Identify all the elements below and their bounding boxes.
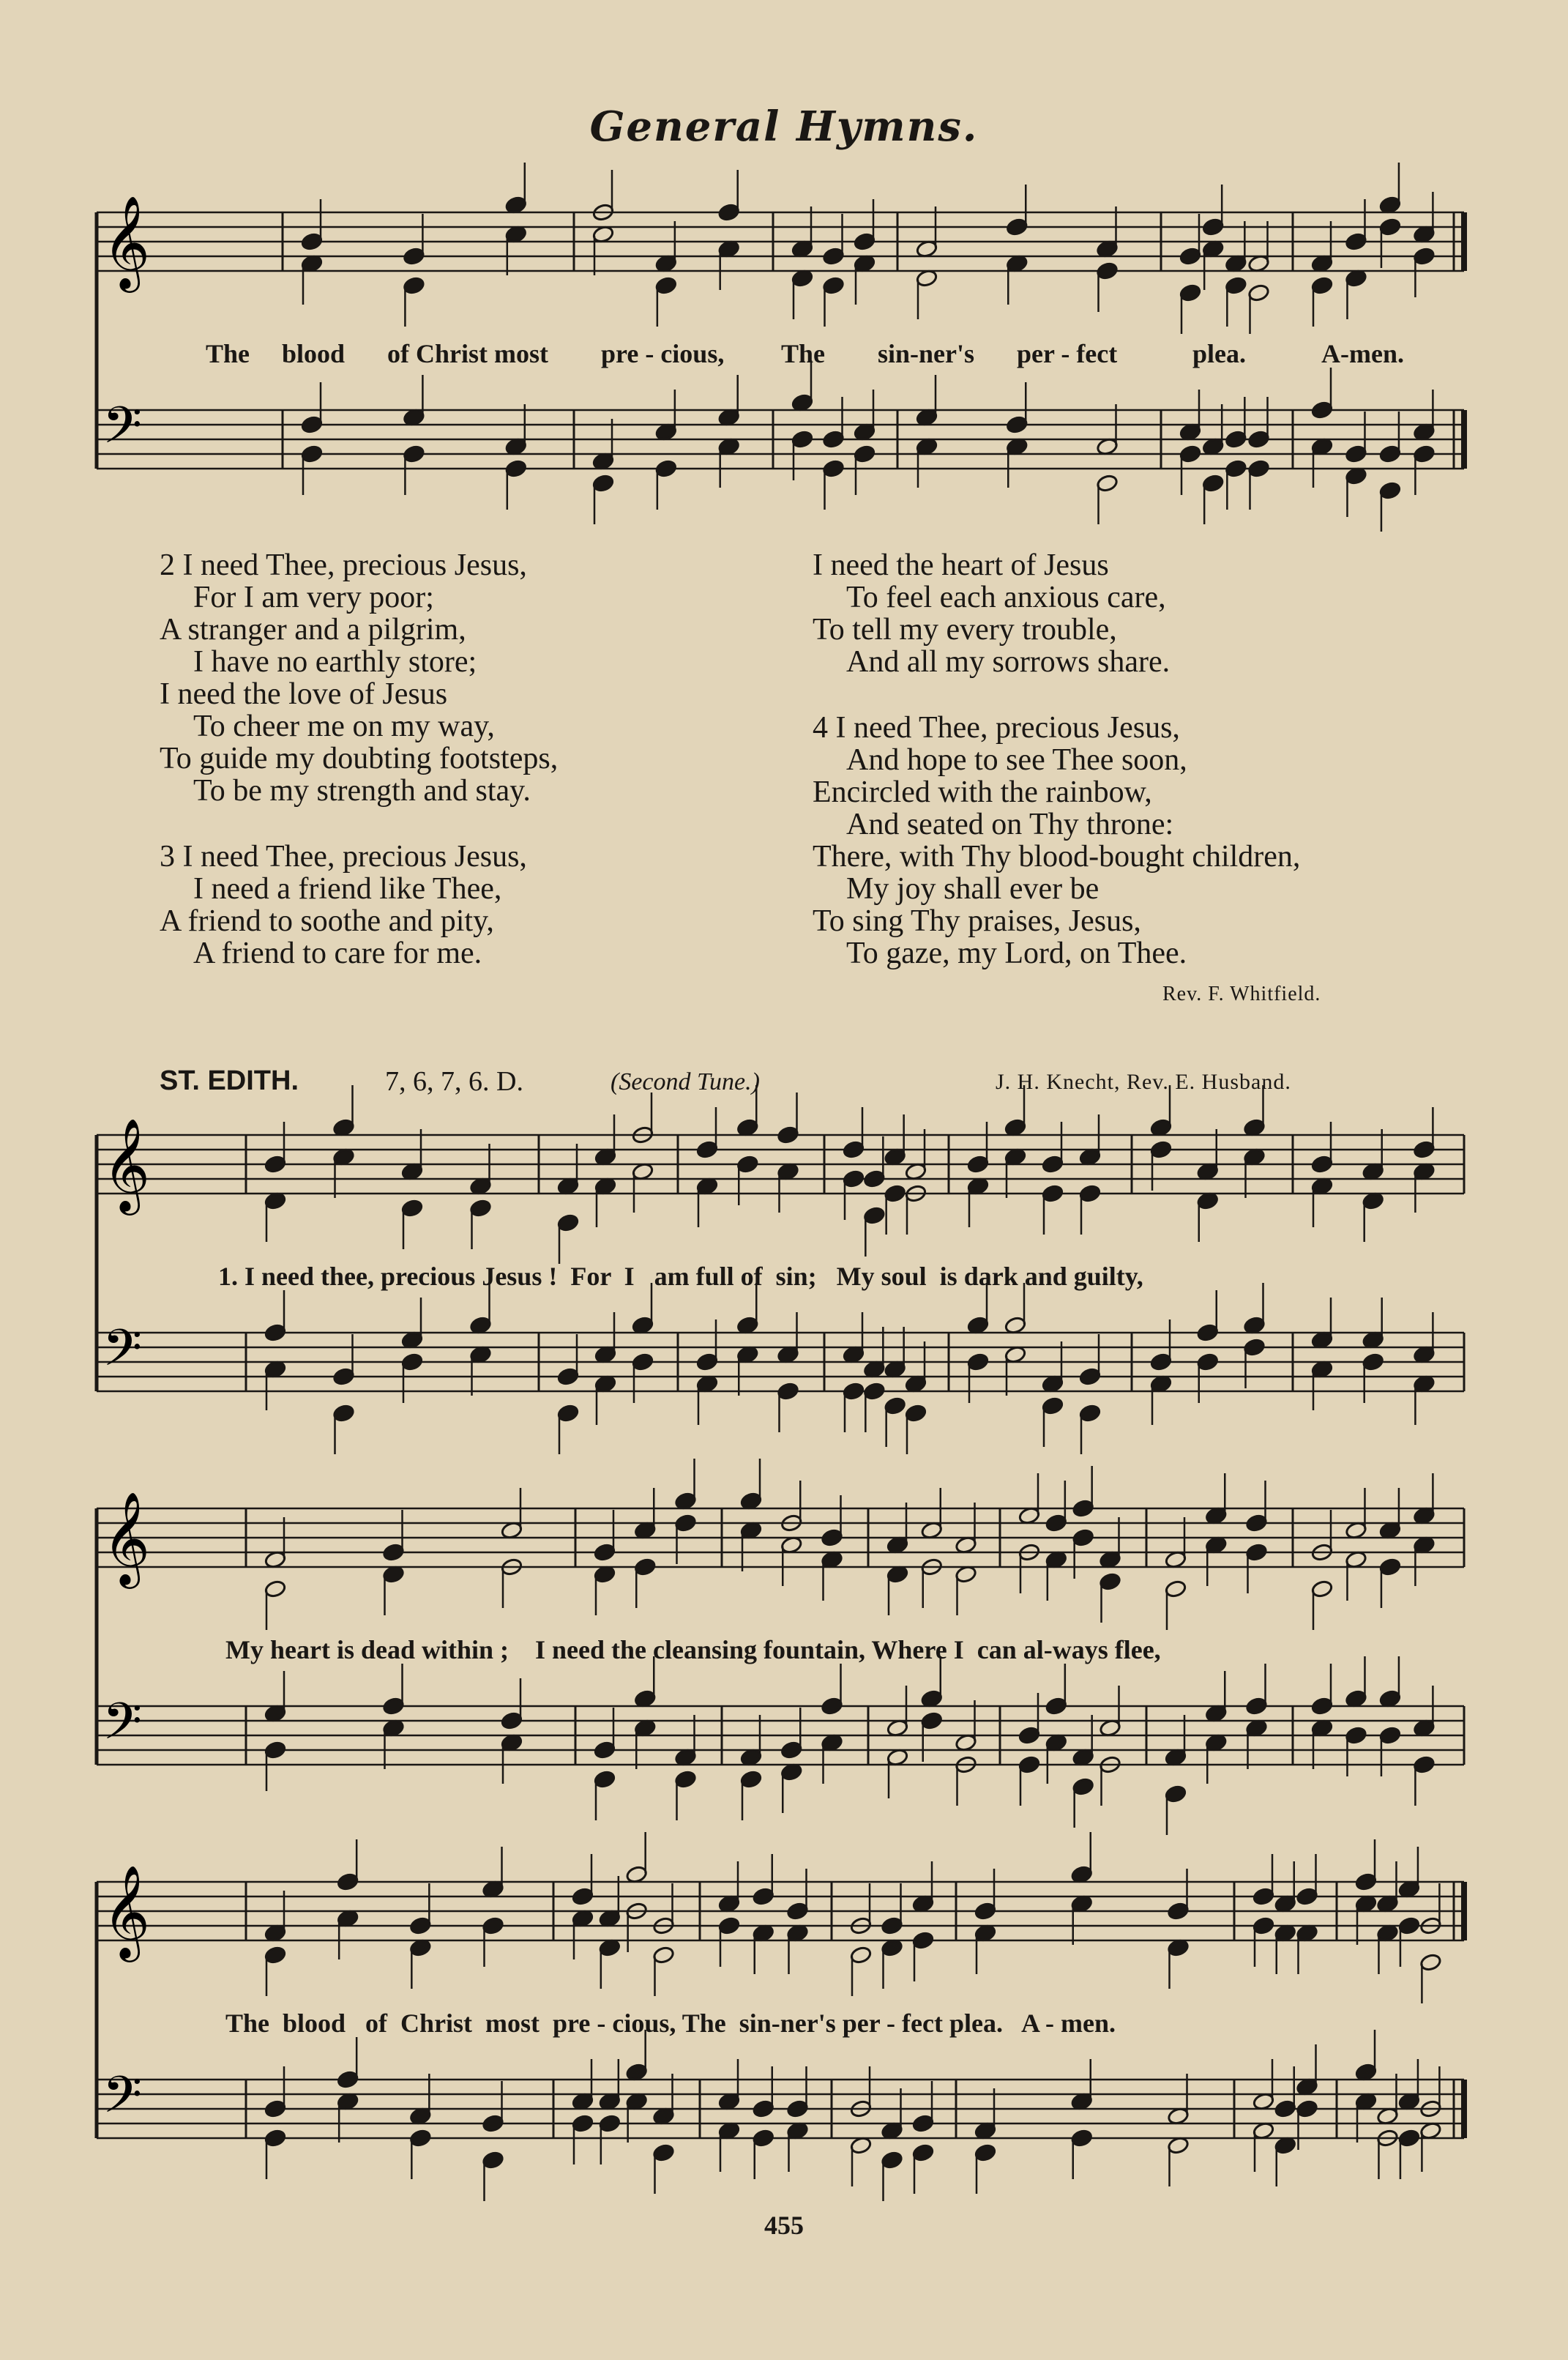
verses-left-column	[160, 549, 818, 1003]
note-head	[301, 444, 324, 464]
bass-clef-icon: 𝄢	[102, 2065, 143, 2137]
note-head	[655, 276, 678, 295]
note-head	[752, 1887, 774, 1906]
note-head	[780, 1741, 803, 1760]
lyric-word: plea.	[1192, 339, 1247, 368]
verse-line: To be my strength and stay.	[193, 774, 531, 808]
note-head	[863, 1382, 886, 1401]
note-head	[1042, 1396, 1064, 1415]
stanza-2-cont	[813, 549, 1471, 678]
note-head	[1018, 1726, 1041, 1745]
lyric-word: The	[781, 339, 826, 368]
note-head	[1079, 1367, 1102, 1386]
note-head	[652, 2143, 675, 2162]
tune-composers: J. H. Knecht, Rev. E. Husband.	[996, 1070, 1291, 1094]
note-head	[843, 1140, 865, 1159]
verse-line: To tell my every trouble,	[813, 613, 1117, 647]
verse-line: I need the love of Jesus	[160, 677, 448, 711]
note-head	[403, 444, 425, 464]
note-head	[740, 1770, 763, 1789]
verse-line: To guide my doubting footsteps,	[160, 742, 559, 775]
note-head	[264, 2129, 287, 2148]
note-head	[1345, 444, 1367, 464]
note-head	[1311, 1697, 1334, 1716]
hymn-author-credit: Rev. F. Whitfield.	[1162, 983, 1321, 1005]
note-head	[1311, 401, 1334, 420]
second-tune-system-3	[92, 1853, 1468, 2204]
note-head	[674, 1770, 697, 1789]
note-head	[403, 247, 425, 266]
note-head	[854, 444, 876, 464]
note-head	[1202, 217, 1225, 237]
tune-name: ST. EDITH.	[160, 1065, 299, 1096]
note-head	[1150, 1140, 1173, 1159]
note-head	[1179, 283, 1202, 302]
note-head	[854, 232, 876, 251]
note-head	[974, 2143, 997, 2162]
note-head	[572, 1887, 594, 1906]
tune-header	[160, 1065, 1419, 1102]
note-head	[301, 415, 324, 434]
verse-line: 4 I need Thee, precious Jesus,	[813, 711, 1180, 745]
note-head	[696, 1352, 719, 1371]
note-head	[736, 1155, 759, 1174]
note-head	[1379, 444, 1402, 464]
note-head	[912, 2114, 935, 2133]
note-head	[752, 2099, 774, 2118]
note-head	[332, 1367, 355, 1386]
page-number: 455	[764, 2211, 804, 2240]
verse-line: There, with Thy blood-bought children,	[813, 840, 1301, 874]
note-head	[382, 1697, 405, 1716]
note-head	[1345, 1726, 1367, 1745]
note-head	[1042, 1155, 1064, 1174]
note-head	[786, 1902, 809, 1921]
note-head	[1398, 2129, 1421, 2148]
note-head	[1072, 1777, 1094, 1796]
note-head	[1006, 415, 1028, 434]
second-tune-lyric-line: The blood of Christ most pre - cious, The sin-ner's per - fect plea. A - men.	[225, 2009, 1116, 2038]
note-head	[1042, 1184, 1064, 1203]
note-head	[1225, 276, 1247, 295]
second-tune-lyric-line: My heart is dead within ; I need the cleansing fountain, Where I can al-ways flee,	[225, 1635, 1161, 1664]
note-head	[1419, 1953, 1442, 1972]
note-head	[1413, 444, 1436, 464]
verse-line: My joy shall ever be	[846, 872, 1100, 906]
note-head	[1070, 2129, 1093, 2148]
note-head	[912, 1931, 935, 1950]
verse-line: And hope to see Thee soon,	[846, 743, 1187, 777]
lyric-word: of Christ most	[387, 339, 548, 368]
note-head	[752, 2129, 774, 2148]
lyric-word: The	[206, 339, 250, 368]
verse-line: To cheer me on my way,	[193, 710, 495, 743]
verse-line: 3 I need Thee, precious Jesus,	[160, 840, 527, 874]
lyric-word: A-men.	[1321, 339, 1404, 368]
note-head	[1379, 217, 1402, 237]
note-head	[1202, 474, 1225, 493]
second-tune-system-2	[92, 1479, 1468, 1838]
verse-line: A friend to care for me.	[193, 937, 482, 970]
note-head	[1274, 2099, 1296, 2118]
note-head	[1379, 1557, 1402, 1577]
note-head	[1243, 1338, 1266, 1357]
note-head	[967, 1352, 990, 1371]
note-head	[1362, 1352, 1384, 1371]
note-head	[822, 459, 845, 478]
note-head	[482, 1916, 504, 1935]
note-head	[821, 1528, 843, 1547]
verses-right-column	[813, 549, 1471, 1003]
note-head	[881, 2151, 903, 2170]
note-head	[843, 1169, 865, 1188]
note-head	[337, 2070, 359, 2089]
note-head	[1150, 1352, 1173, 1371]
note-head	[1006, 217, 1028, 237]
note-head	[264, 1741, 287, 1760]
note-head	[822, 430, 845, 449]
note-head	[301, 232, 324, 251]
treble-clef-icon: 𝄞	[102, 195, 151, 289]
note-head	[1225, 459, 1247, 478]
note-head	[403, 276, 425, 295]
verse-line: I need a friend like Thee,	[193, 872, 502, 906]
note-head	[557, 1213, 580, 1232]
note-head	[557, 1367, 580, 1386]
note-head	[482, 2151, 504, 2170]
second-tune-lyric-line: 1. I need thee, precious Jesus ! For I am full of sin; My soul is dark and guilty,	[218, 1262, 1143, 1291]
note-head	[1311, 1155, 1334, 1174]
note-head	[1345, 232, 1367, 251]
note-head	[594, 1543, 616, 1562]
note-head	[1165, 1579, 1187, 1598]
bass-clef-icon: 𝄢	[102, 1691, 143, 1763]
note-head	[572, 2114, 594, 2133]
lyric-word: per - fect	[1017, 339, 1118, 368]
note-head	[884, 1184, 906, 1203]
note-head	[1247, 430, 1270, 449]
second-tune-system-1	[92, 1106, 1468, 1464]
note-head	[967, 1155, 990, 1174]
note-head	[1413, 1755, 1436, 1774]
note-head	[777, 1125, 799, 1144]
lyric-word: pre - cious,	[601, 339, 725, 368]
verse-line: To sing Thy praises, Jesus,	[813, 904, 1141, 938]
note-head	[264, 1155, 287, 1174]
note-head	[777, 1382, 799, 1401]
note-head	[1072, 1499, 1094, 1518]
note-head	[1296, 2099, 1318, 2118]
note-head	[401, 1199, 424, 1218]
note-head	[337, 1872, 359, 1891]
note-head	[863, 1206, 886, 1225]
note-head	[1079, 1184, 1102, 1203]
note-head	[1252, 1887, 1275, 1906]
note-head	[1179, 444, 1202, 464]
treble-clef-icon: 𝄞	[102, 1491, 151, 1585]
treble-clef-icon: 𝄞	[102, 1864, 151, 1958]
note-head	[1196, 1352, 1219, 1371]
note-head	[1196, 1323, 1219, 1342]
note-head	[1096, 261, 1119, 280]
note-head	[822, 247, 845, 266]
note-head	[1099, 1572, 1121, 1591]
note-head	[264, 1323, 287, 1342]
verse-line: Encircled with the rainbow,	[813, 775, 1152, 809]
note-head	[632, 1352, 654, 1371]
verse-line: And seated on Thy throne:	[846, 808, 1174, 841]
note-head	[557, 1404, 580, 1423]
stanza-4	[813, 712, 1471, 969]
note-head	[786, 2099, 809, 2118]
note-head	[1225, 430, 1247, 449]
note-head	[652, 1946, 675, 1965]
note-head	[409, 1916, 432, 1935]
note-head	[1245, 1697, 1268, 1716]
note-head	[1096, 474, 1119, 493]
note-head	[469, 1199, 492, 1218]
note-head	[634, 1557, 657, 1577]
bass-clef-icon: 𝄢	[102, 1318, 143, 1390]
note-head	[674, 1514, 697, 1533]
note-head	[905, 1404, 927, 1423]
note-head	[881, 1916, 903, 1935]
note-head	[822, 276, 845, 295]
verse-line: I have no earthly store;	[193, 645, 477, 679]
note-head	[409, 2129, 432, 2148]
note-head	[1413, 247, 1436, 266]
note-head	[264, 2099, 287, 2118]
note-head	[1245, 1514, 1268, 1533]
tune-meter: 7, 6, 7, 6. D.	[385, 1066, 523, 1097]
note-head	[1247, 459, 1270, 478]
lyric-word: blood	[282, 339, 346, 368]
note-head	[1079, 1404, 1102, 1423]
treble-clef-icon: 𝄞	[102, 1117, 151, 1211]
lyric-word: sin-ner's	[878, 339, 975, 368]
section-title: General Hymns.	[589, 103, 979, 151]
verse-line: To gaze, my Lord, on Thee.	[846, 937, 1187, 970]
note-head	[821, 1697, 843, 1716]
note-head	[884, 1396, 906, 1415]
note-head	[1398, 1916, 1421, 1935]
note-head	[1379, 481, 1402, 500]
note-head	[843, 1382, 865, 1401]
note-head	[382, 1543, 405, 1562]
note-head	[850, 1946, 873, 1965]
note-head	[332, 1404, 355, 1423]
note-head	[1045, 1697, 1068, 1716]
verse-line: I need the heart of Jesus	[813, 548, 1109, 582]
note-head	[791, 430, 814, 449]
note-head	[1355, 1872, 1378, 1891]
note-head	[264, 1579, 287, 1598]
note-head	[1252, 1916, 1275, 1935]
stanza-3	[160, 841, 818, 969]
note-head	[1167, 1902, 1190, 1921]
note-head	[1045, 1514, 1068, 1533]
note-head	[482, 2114, 504, 2133]
bass-clef-icon: 𝄢	[102, 395, 143, 467]
note-head	[599, 2114, 621, 2133]
note-head	[696, 1140, 719, 1159]
stanza-2	[160, 549, 818, 807]
note-head	[974, 1902, 997, 1921]
note-head	[1072, 1528, 1094, 1547]
note-head	[1245, 1543, 1268, 1562]
note-head	[718, 1916, 741, 1935]
verse-line: A friend to soothe and pity,	[160, 904, 494, 938]
first-tune-system	[92, 183, 1468, 549]
note-head	[1379, 1726, 1402, 1745]
verse-line: For I am very poor;	[193, 581, 434, 614]
verse-line: And all my sorrows share.	[846, 645, 1171, 679]
note-head	[501, 1711, 523, 1730]
note-head	[912, 2143, 935, 2162]
note-head	[1247, 283, 1270, 302]
tune-note: (Second Tune.)	[611, 1068, 760, 1095]
note-head	[592, 474, 615, 493]
note-head	[655, 459, 678, 478]
note-head	[594, 1741, 616, 1760]
note-head	[1018, 1755, 1041, 1774]
note-head	[594, 1770, 616, 1789]
note-head	[1165, 1784, 1187, 1803]
verse-line: To feel each anxious care,	[846, 581, 1166, 614]
note-head	[1179, 247, 1202, 266]
note-head	[264, 1946, 287, 1965]
note-head	[401, 1352, 424, 1371]
note-head	[1413, 1140, 1436, 1159]
note-head	[717, 203, 740, 222]
verse-line: A stranger and a pilgrim,	[160, 613, 466, 647]
note-head	[1311, 276, 1334, 295]
verse-line: 2 I need Thee, precious Jesus,	[160, 548, 527, 582]
note-head	[863, 1169, 886, 1188]
note-head	[920, 1711, 943, 1730]
note-head	[505, 459, 528, 478]
note-head	[1296, 1887, 1318, 1906]
note-head	[1311, 1579, 1334, 1598]
